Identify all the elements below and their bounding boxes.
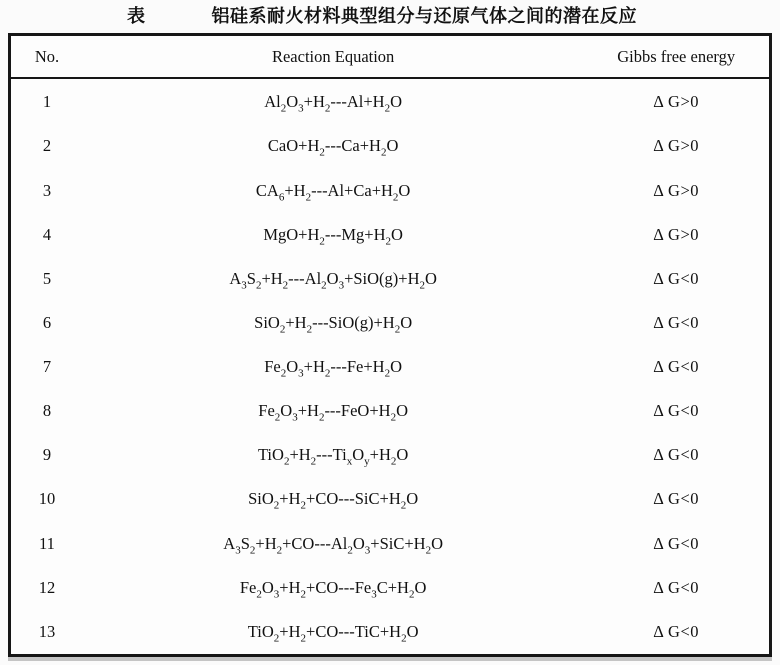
cell-gibbs: Δ G<0 — [653, 445, 700, 465]
table-row — [11, 168, 769, 212]
cell-gibbs: Δ G<0 — [653, 621, 700, 641]
table-row — [11, 257, 769, 301]
cell-no: 8 — [42, 401, 52, 421]
table-row — [11, 610, 769, 654]
table-row — [11, 213, 769, 257]
table-row — [11, 433, 769, 477]
cell-gibbs: Δ G>0 — [653, 136, 700, 156]
cell-equation: $SiO_2+H_2+CO---SiC+H_2O$ — [248, 489, 419, 512]
cell-gibbs: Δ G<0 — [653, 312, 700, 332]
cell-gibbs: Δ G<0 — [653, 401, 700, 421]
cell-no: 13 — [38, 621, 56, 641]
reactions-table-frame — [8, 33, 772, 657]
cell-equation: $A_3S_2+H_2+CO---Al_2O_3+SiC+H_2O$ — [223, 533, 443, 556]
table-row — [11, 566, 769, 610]
cell-no: 3 — [42, 180, 52, 200]
cell-equation: $A_3S_2+H_2---Al_2O_3+SiO(g)+H_2O$ — [229, 268, 437, 292]
table-row — [11, 124, 769, 168]
cell-equation: $TiO_2+H_2+CO---TiC+H_2O$ — [247, 621, 419, 645]
cell-equation: $Fe_2O_3+H_2---Fe+H_2O$ — [264, 357, 403, 380]
table-row — [11, 345, 769, 389]
table-header — [11, 36, 769, 78]
cell-no: 6 — [42, 312, 52, 332]
cell-equation: $Fe_2O_3+H_2---FeO+H_2O$ — [258, 401, 408, 424]
cell-equation: $CaO+H_2---Ca+H_2O$ — [267, 136, 399, 159]
table-row — [11, 389, 769, 433]
header-row — [11, 36, 769, 78]
cell-equation: $SiO_2+H_2---SiO(g)+H_2O$ — [254, 312, 413, 336]
cell-gibbs: Δ G<0 — [653, 357, 700, 377]
cell-equation: $CA_6+H_2---Al+Ca+H_2O$ — [255, 180, 411, 203]
table-row — [11, 301, 769, 345]
cell-gibbs: Δ G<0 — [653, 577, 700, 597]
cell-gibbs: Δ G<0 — [653, 533, 700, 553]
table-caption-text: 铝硅系耐火材料典型组分与还原气体之间的潜在反应 — [211, 6, 637, 26]
col-header-reaction-equation: Reaction Equation — [83, 36, 583, 78]
cell-no: 2 — [42, 136, 52, 156]
table-row — [11, 78, 769, 124]
table-body — [11, 78, 769, 654]
reactions-table — [11, 36, 769, 654]
cell-no: 12 — [38, 577, 56, 597]
col-header-gibbs-free-energy: Gibbs free energy — [583, 36, 769, 78]
cell-equation: $Fe_2O_3+H_2+CO---Fe_3C+H_2O$ — [239, 577, 427, 600]
cell-no: 9 — [42, 445, 52, 465]
cell-gibbs: Δ G<0 — [653, 268, 700, 288]
cell-equation: $TiO_2+H_2---Ti_xO_y+H_2O$ — [257, 445, 409, 468]
table-caption — [0, 2, 764, 28]
table-caption-label: 表 — [127, 6, 146, 26]
cell-no: 10 — [38, 489, 56, 509]
cell-no: 7 — [42, 357, 52, 377]
cell-no: 1 — [42, 91, 52, 111]
cell-no: 11 — [39, 533, 55, 553]
cell-no: 5 — [42, 268, 52, 288]
cell-no: 4 — [42, 224, 52, 244]
cell-gibbs: Δ G>0 — [653, 91, 700, 111]
cell-gibbs: Δ G<0 — [653, 489, 700, 509]
cell-equation: $MgO+H_2---Mg+H_2O$ — [263, 224, 403, 247]
cell-gibbs: Δ G>0 — [653, 224, 700, 244]
cell-gibbs: Δ G>0 — [653, 180, 700, 200]
table-row — [11, 521, 769, 565]
col-header-no: No. — [11, 36, 83, 78]
cell-equation: $Al_2O_3+H_2---Al+H_2O$ — [264, 91, 403, 114]
table-row — [11, 477, 769, 521]
